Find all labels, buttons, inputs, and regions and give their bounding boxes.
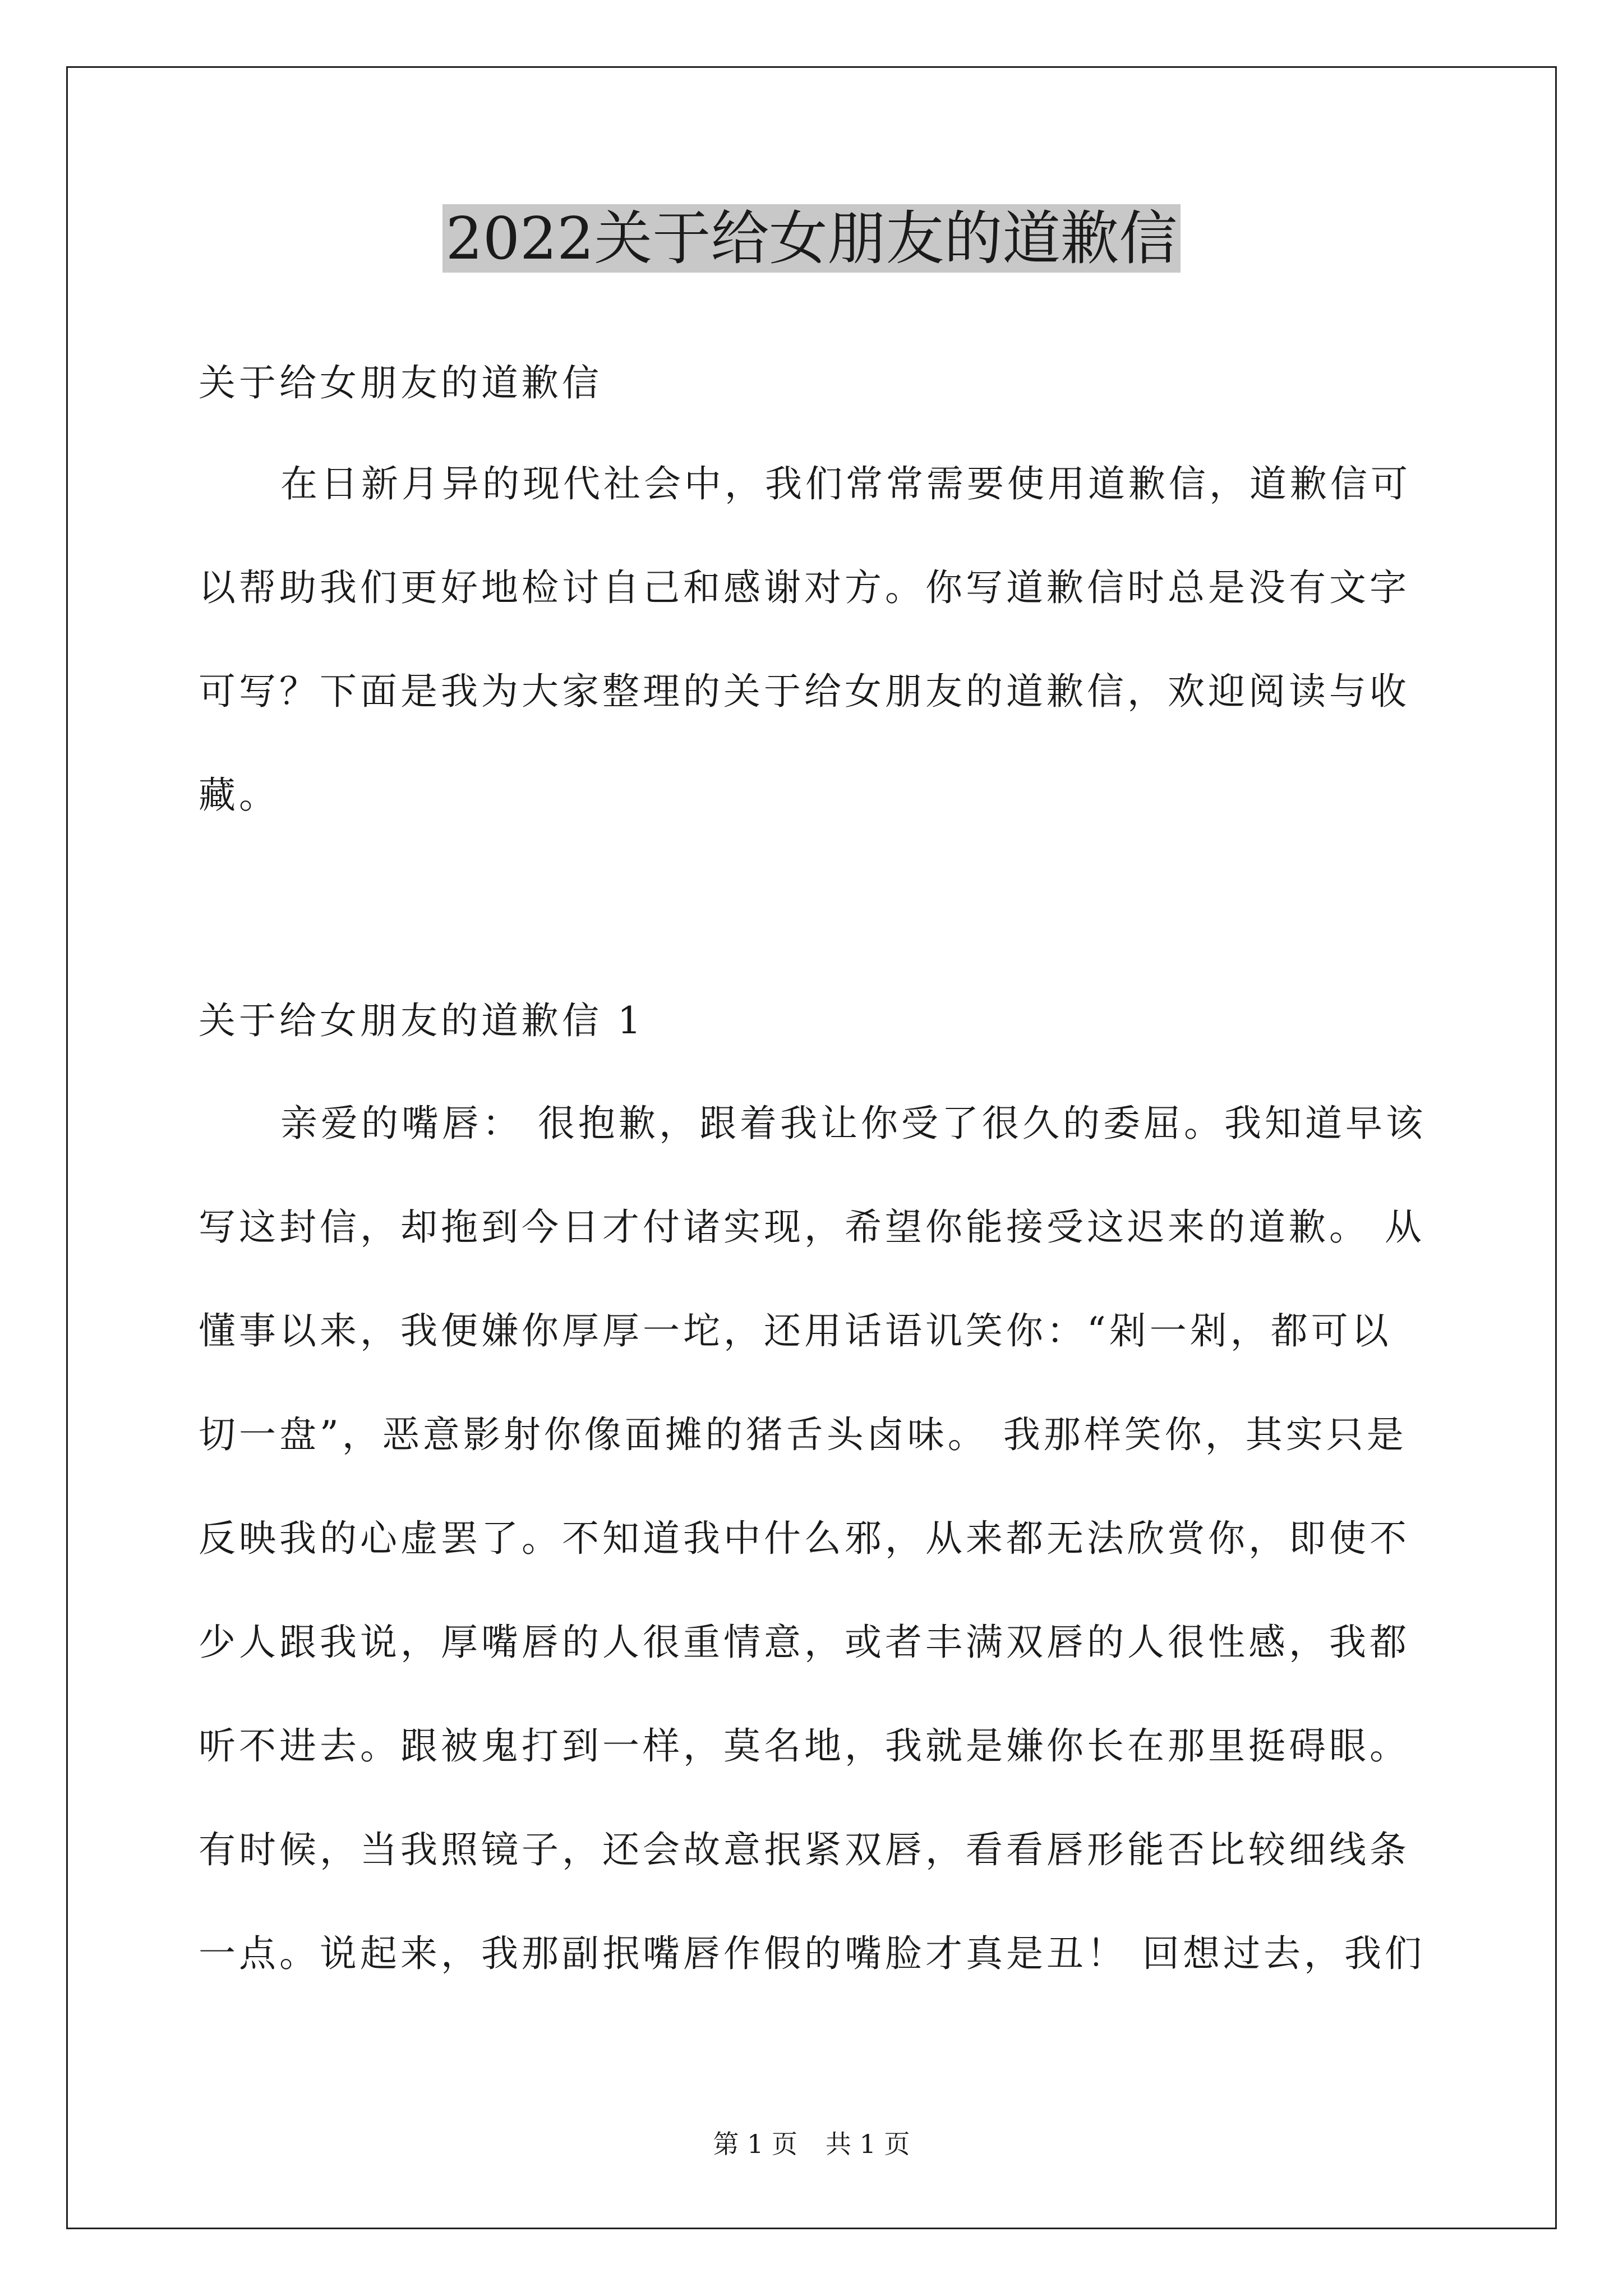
body-line: 反映我的心虚罢了。不知道我中什么邪，从来都无法欣赏你，即使不 [199, 1517, 1410, 1560]
intro-line: 可写？下面是我为大家整理的关于给女朋友的道歉信，欢迎阅读与收 [199, 670, 1410, 713]
page-number: 第 1 页 [713, 2129, 797, 2159]
intro-line: 在日新月异的现代社会中，我们常常需要使用道歉信，道歉信可 [280, 462, 1411, 505]
intro-line: 以帮助我们更好地检讨自己和感谢对方。你写道歉信时总是没有文字 [199, 566, 1410, 609]
body-line: 少人跟我说，厚嘴唇的人很重情意，或者丰满双唇的人很性感，我都 [199, 1621, 1410, 1664]
body-line: 切一盘”，恶意影射你像面摊的猪舌头卤味。 我那样笑你，其实只是 [199, 1413, 1407, 1456]
body-line: 懂事以来，我便嫌你厚厚一坨，还用话语讥笑你：“剁一剁，都可以 [199, 1309, 1392, 1352]
body-line: 听不进去。跟被鬼打到一样，莫名地，我就是嫌你长在那里挺碍眼。 [199, 1724, 1410, 1768]
document-subtitle: 关于给女朋友的道歉信 [199, 361, 602, 404]
document-body [199, 0, 1433, 2296]
body-line: 亲爱的嘴唇： 很抱歉，跟着我让你受了很久的委屈。我知道早该 [280, 1102, 1426, 1145]
page-total: 共 1 页 [826, 2129, 910, 2159]
section-heading: 关于给女朋友的道歉信 1 [199, 999, 644, 1042]
body-line: 写这封信，却拖到今日才付诸实现，希望你能接受这迟来的道歉。 从 [199, 1205, 1425, 1249]
body-line: 一点。说起来，我那副抿嘴唇作假的嘴脸才真是丑！ 回想过去，我们 [199, 1932, 1425, 1975]
document-title-text: 2022关于给女朋友的道歉信 [442, 204, 1181, 273]
body-line: 有时候，当我照镜子，还会故意抿紧双唇，看看唇形能否比较细线条 [199, 1828, 1410, 1871]
page-footer [0, 2127, 1623, 2161]
intro-line: 藏。 [199, 774, 279, 817]
